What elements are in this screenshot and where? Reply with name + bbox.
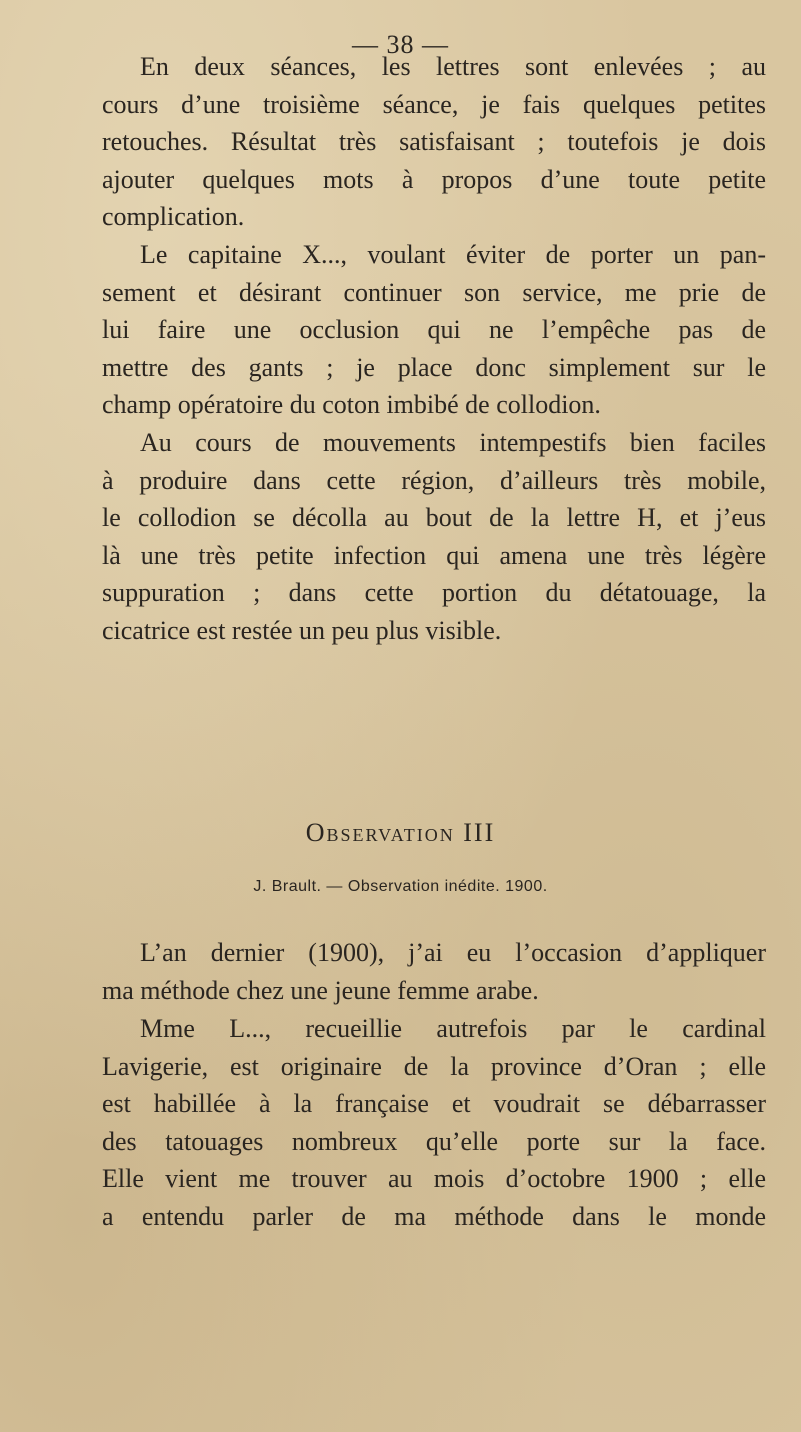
text-line: a entendu parler de ma méthode dans le monde [102, 1201, 766, 1231]
text-line: Lavigerie, est originaire de la province d’Oran ; elle [102, 1051, 766, 1081]
observation-heading: Observation III [305, 818, 496, 847]
text-line: suppuration ; dans cette portion du détatouage, la [102, 578, 766, 608]
paragraph-4 [102, 934, 766, 1009]
text-line: cicatrice est restée un peu plus visible. [102, 615, 502, 645]
text-line: mettre des gants ; je place donc simplement sur le [102, 352, 766, 382]
text-line: champ opératoire du coton imbibé de collodion. [102, 390, 601, 420]
text-line: là une très petite infection qui amena une très légère [102, 540, 766, 570]
text-line: complication. [102, 202, 245, 232]
text-line: L’an dernier (1900), j’ai eu l’occasion d’appliquer [140, 938, 766, 967]
paragraph-5 [102, 1010, 766, 1236]
text-line: ma méthode chez une jeune femme arabe. [102, 975, 539, 1005]
text-line: est habillée à la française et voudrait se débarrasser [102, 1089, 766, 1119]
text-line: Le capitaine X..., voulant éviter de porter un pan- [140, 240, 766, 269]
paragraph-2 [102, 236, 766, 424]
text-line: En deux séances, les lettres sont enlevées ; au [140, 52, 766, 81]
text-line: des tatouages nombreux qu’elle porte sur la face. [102, 1126, 766, 1156]
text-line: cours d’une troisième séance, je fais quelques petites [102, 89, 766, 119]
text-line: le collodion se décolla au bout de la lettre H, et j’eus [102, 503, 766, 533]
text-line: Elle vient me trouver au mois d’octobre 1900 ; elle [102, 1164, 766, 1194]
paragraph-3 [102, 424, 766, 650]
observation-source: J. Brault. — Observation inédite. 1900. [253, 878, 548, 895]
text-line: à produire dans cette région, d’ailleurs très mobile, [102, 465, 766, 495]
text-line: retouches. Résultat très satisfaisant ; toutefois je dois [102, 127, 766, 157]
text-line: lui faire une occlusion qui ne l’empêche pas de [102, 315, 766, 345]
text-line: ajouter quelques mots à propos d’une toute petite [102, 164, 766, 194]
paragraph-1 [102, 48, 766, 236]
text-line: Au cours de mouvements intempestifs bien faciles [140, 428, 766, 457]
page-number: — 38 — [352, 30, 449, 59]
text-line: sement et désirant continuer son service, me prie de [102, 277, 766, 307]
text-line: Mme L..., recueillie autrefois par le cardinal [140, 1014, 766, 1043]
